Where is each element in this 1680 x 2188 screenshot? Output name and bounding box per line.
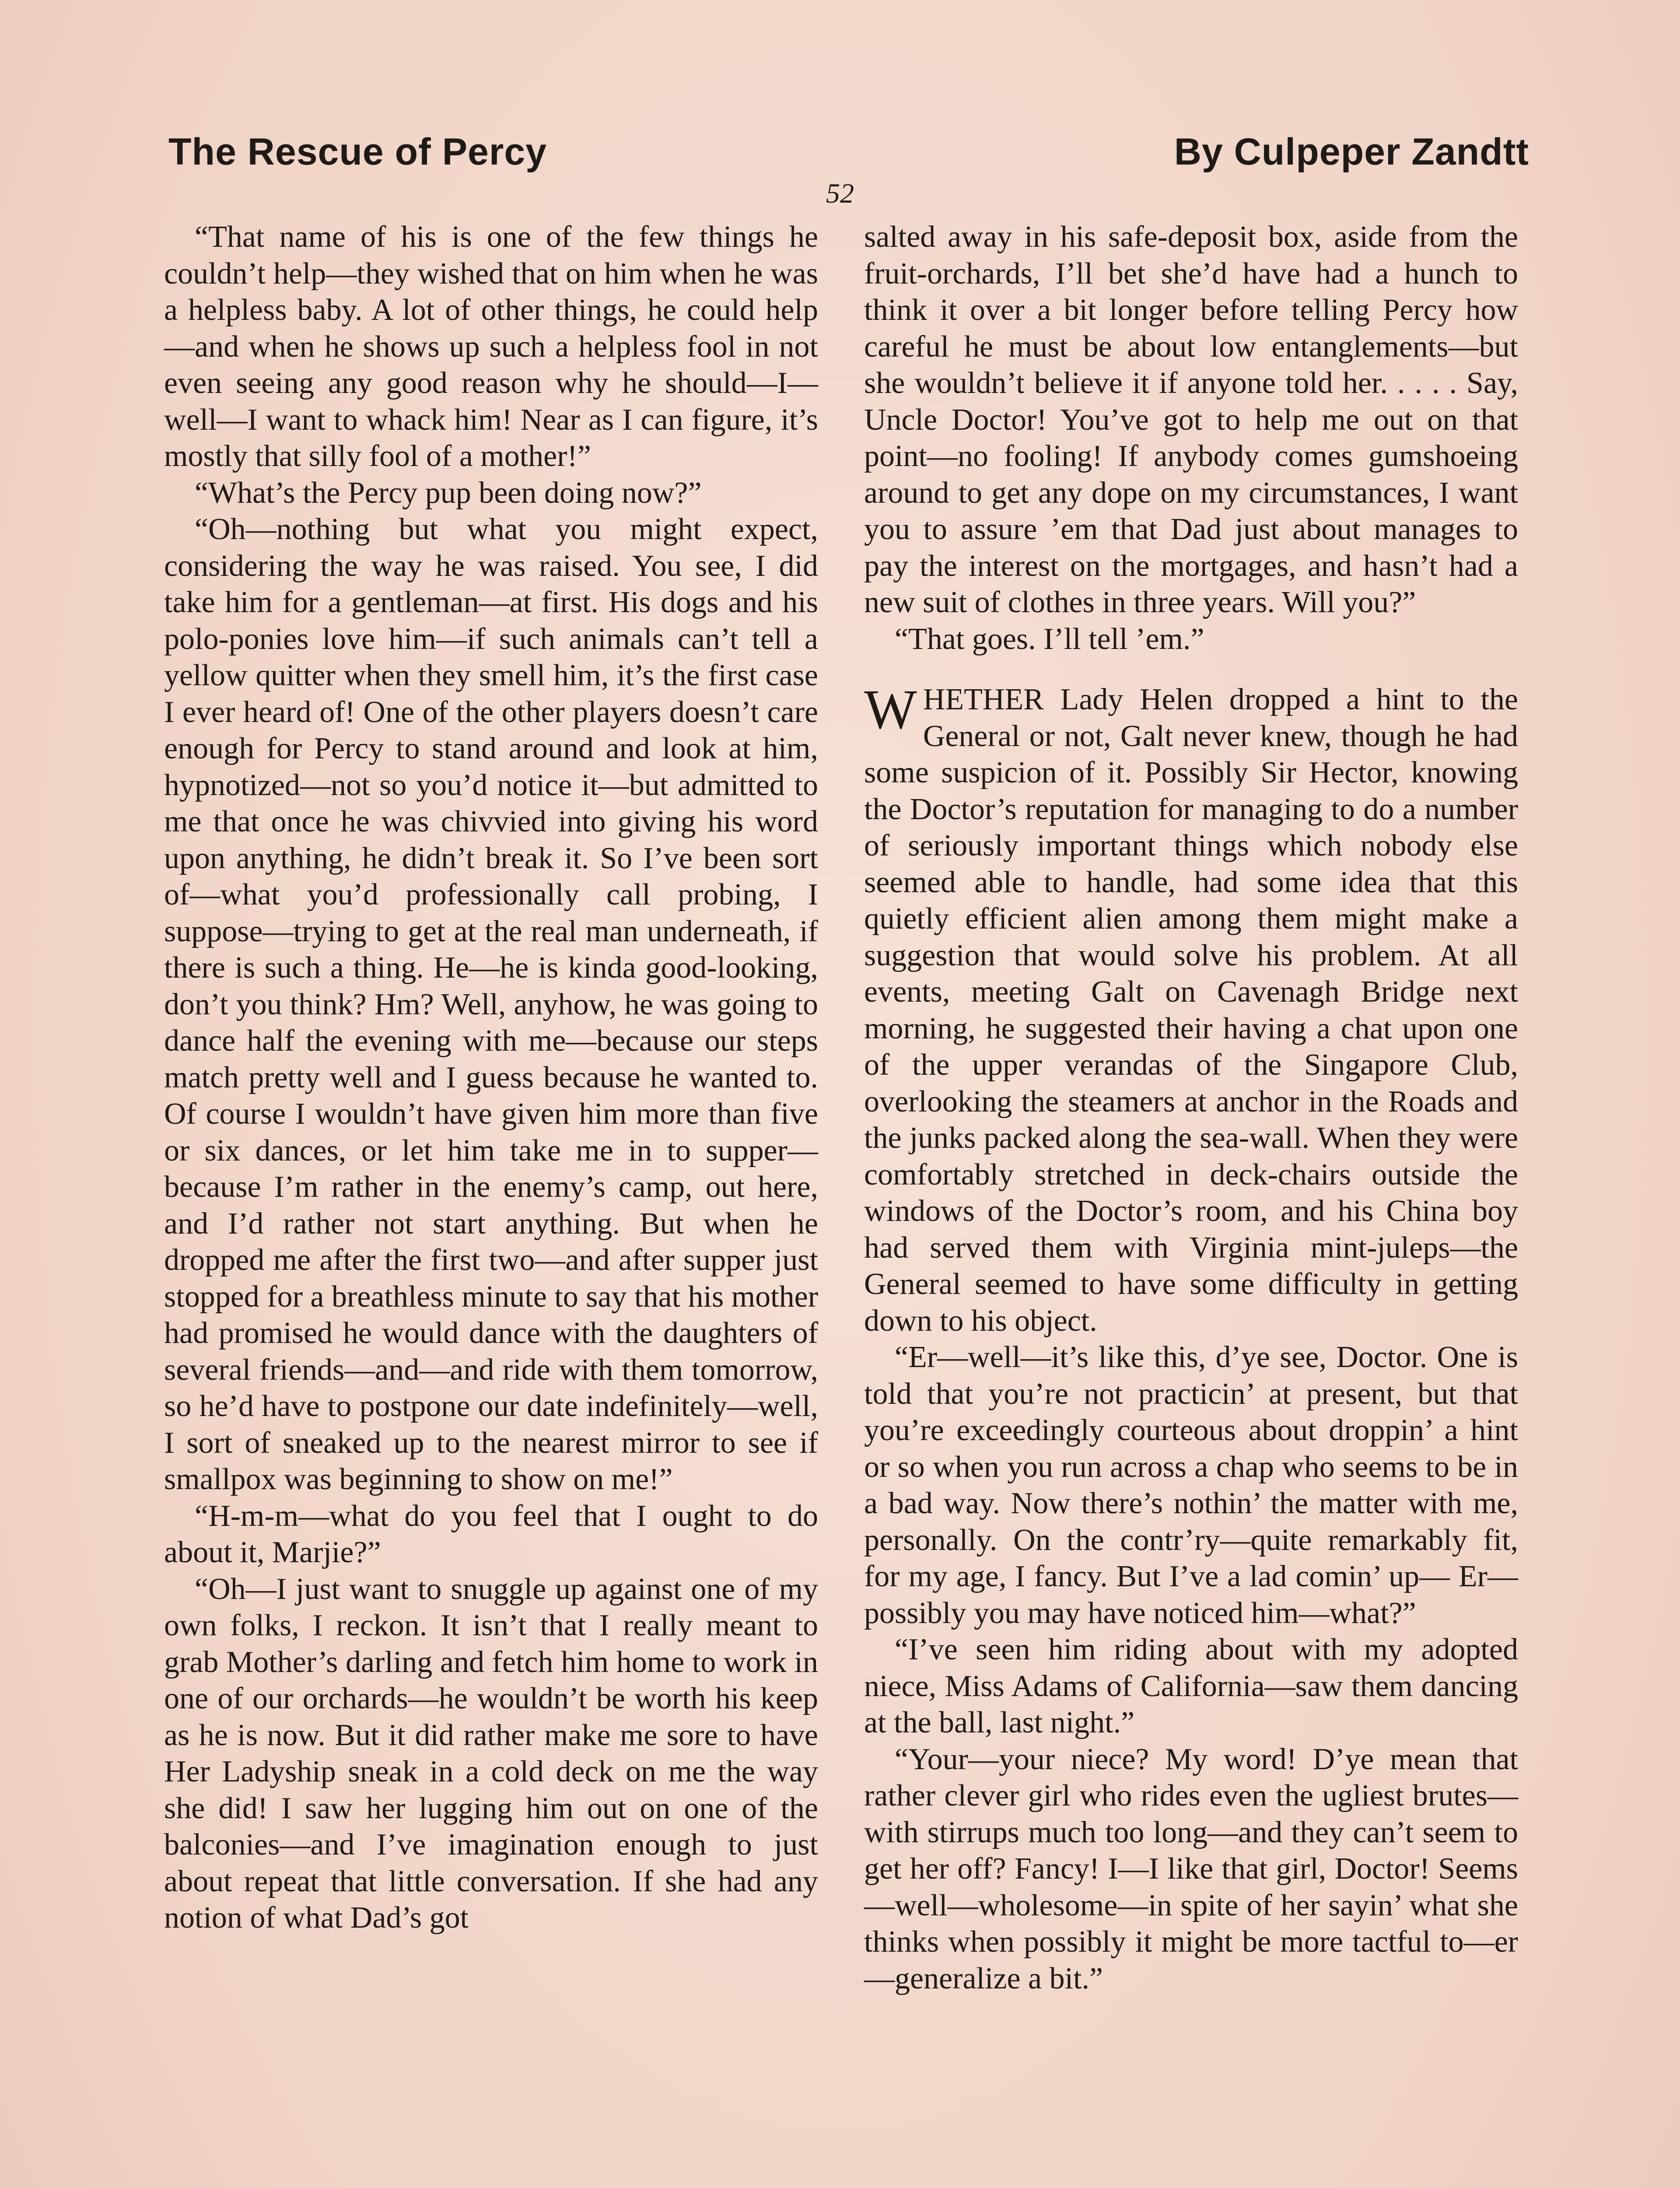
- paragraph: “Your—your niece? My word! D’ye mean that rather clever girl who rides even the ugliest brutes—with stirrups much too long—and they can’t seem to get her off? Fancy! I—I like that girl, Doctor! Seems—well—wholesome—in spite of her sayin’ what she thinks when possibly it might be more tactful to—er—generalize a bit.”: [864, 1742, 1518, 1995]
- page-number: 52: [826, 178, 854, 209]
- section-text: HETHER Lady Helen dropped a hint to the General or not, Galt never knew, though he had some suspicion of it. Possibly Sir Hector, knowing the Doctor’s reputation for managing to do a number of seriously important things which nobody else seemed able to handle, had some idea that this quietly efficient alien among them might make a suggestion that would solve his problem. At all events, meeting Galt on Cavenagh Bridge next morning, he suggested their having a chat upon one of the upper verandas of the Singapore Club, overlooking the steamers at anchor in the Roads and the junks packed along the sea-wall. When they were comfortably stretched in deck-chairs outside the windows of the Doctor’s room, and his China boy had served them with Virginia mint-juleps—the General seemed to have some difficulty in getting down to his object.: [864, 683, 1518, 1338]
- paragraph: “Er—well—it’s like this, d’ye see, Doctor. One is told that you’re not practicin’ at present, but that you’re exceedingly courteous about droppin’ a hint or so when you run across a chap who seems to be in a bad way. Now there’s nothin’ the matter with me, personally. On the contr’ry—quite remarkably fit, for my age, I fancy. But I’ve a lad comin’ up— Er—possibly you may have noticed him—what?”: [864, 1340, 1518, 1630]
- author-byline: By Culpeper Zandtt: [1174, 131, 1529, 173]
- paragraph: “Oh—nothing but what you might expect, considering the way he was raised. You see, I did take him for a gentleman—at first. His dogs and his polo-ponies love him—if such animals can’t tell a yellow quitter when they smell him, it’s the first case I ever heard of! One of the other players doesn’t care enough for Percy to stand around and look at him, hypnotized—not so you’d notice it—but admitted to me that once he was chivvied into giving his word upon anything, he didn’t break it. So I’ve been sort of—what you’d professionally call probing, I suppose—trying to get at the real man underneath, if there is such a thing. He—he is kinda good-looking, don’t you think? Hm? Well, anyhow, he was going to dance half the evening with me—because our steps match pretty well and I guess because he wanted to. Of course I wouldn’t have given him more than five or six dances, or let him take me in to supper—because I’m rather in the enemy’s camp, out here, and I’d rather not start anything. But when he dropped me after the first two—and after supper just stopped for a breathless minute to say that his mother had promised he would dance with the daughters of several friends—and—and ride with them tomorrow, so he’d have to postpone our date indefinitely—well, I sort of sneaked up to the nearest mirror to see if smallpox was beginning to show on me!”: [164, 512, 818, 1496]
- paragraph: “What’s the Percy pup been doing now?”: [195, 476, 702, 510]
- left-column: [164, 219, 818, 1936]
- story-title: The Rescue of Percy: [168, 131, 547, 173]
- paragraph: “H-m-m—what do you feel that I ought to do about it, Marjie?”: [164, 1499, 818, 1569]
- paragraph-continued: salted away in his safe-deposit box, aside from the fruit-orchards, I’ll bet she’d have had a hunch to think it over a bit longer before telling Percy how careful he must be about low entanglements—but she wouldn’t believe it if anyone told her. . . . . Say, Uncle Doctor! You’ve got to help me out on that point—no fooling! If anybody comes gumshoeing around to get any dope on my circumstances, I want you to assure ’em that Dad just about manages to pay the interest on the mortgages, and hasn’t had a new suit of clothes in three years. Will you?”: [864, 220, 1518, 619]
- paragraph: “That name of his is one of the few things he couldn’t help—they wished that on him when he was a helpless baby. A lot of other things, he could help—and when he shows up such a helpless fool in not even seeing any good reason why he should—I—well—I want to whack him! Near as I can figure, it’s mostly that silly fool of a mother!”: [164, 220, 818, 473]
- paragraph: “That goes. I’ll tell ’em.”: [895, 622, 1204, 656]
- paragraph: “I’ve seen him riding about with my adopted niece, Miss Adams of California—saw them dancing at the ball, last night.”: [864, 1633, 1518, 1739]
- section-opening-paragraph: [864, 678, 1518, 1339]
- drop-cap: W: [864, 678, 917, 740]
- right-column: [864, 219, 1518, 1997]
- paragraph: “Oh—I just want to snuggle up against one of my own folks, I reckon. It isn’t that I really meant to grab Mother’s darling and fetch him home to work in one of our orchards—he wouldn’t be worth his keep as he is now. But it did rather make me sore to have Her Ladyship sneak in a cold deck on me the way she did! I saw her lugging him out on one of the balconies—and I’ve imagination enough to just about repeat that little conversation. If she had any notion of what Dad’s got: [164, 1572, 818, 1935]
